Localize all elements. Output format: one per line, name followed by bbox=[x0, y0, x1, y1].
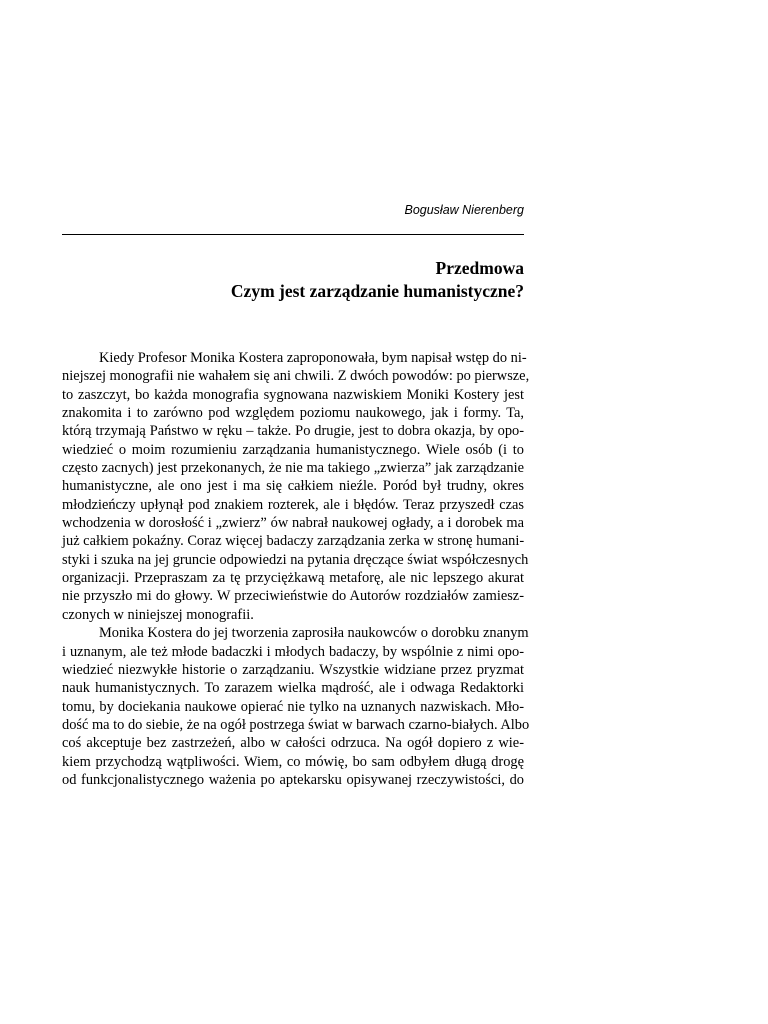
text-line: tomu, by dociekania naukowe opierać nie tylko na uznanych nazwiskach. Mło- bbox=[62, 698, 524, 715]
text-line: humanistyczne, ale ono jest i ma się całkiem nieźle. Poród był trudny, okres bbox=[62, 478, 524, 495]
paragraph-2 bbox=[62, 624, 530, 789]
text-line: znakomita i to zarówno pod względem poziomu naukowego, jak i formy. Ta, bbox=[62, 405, 524, 422]
text-line: nauk humanistycznych. To zarazem wielka mądrość, ale i odwaga Redaktorki bbox=[62, 680, 524, 697]
chapter-heading bbox=[62, 257, 524, 303]
text-line: wiedzieć o moim rozumieniu zarządzania humanistycznego. Wiele osób (i to bbox=[62, 441, 524, 458]
text-line: styki i szuka na jej gruncie odpowiedzi na pytania dręczące świat współczesnych bbox=[62, 551, 529, 568]
text-line: niejszej monografii nie wahałem się ani chwili. Z dwóch powodów: po pierwsze, bbox=[62, 368, 530, 385]
text-line: organizacji. Przepraszam za tę przyciężkawą metaforę, ale nic lepszego akurat bbox=[62, 570, 524, 587]
text-line: młodzieńczy upłynął pod znakiem rozterek, ale i błędów. Teraz przyszedł czas bbox=[62, 496, 524, 513]
chapter-subtitle: Czym jest zarządzanie humanistyczne? bbox=[230, 281, 524, 301]
running-header-author: Bogusław Nierenberg bbox=[404, 203, 524, 217]
text-line: to zaszczyt, bo każda monografia sygnowana nazwiskiem Moniki Kostery jest bbox=[62, 386, 524, 403]
body-text bbox=[62, 349, 530, 789]
text-line: kiem przychodzą wątpliwości. Wiem, co mówię, bo sam odbyłem długą drogę bbox=[62, 753, 524, 770]
paragraph-1 bbox=[62, 349, 530, 624]
text-line: dość ma to do siebie, że na ogół postrzega świat w barwach czarno-białych. Albo bbox=[62, 716, 530, 733]
text-line: już całkiem pokaźny. Coraz więcej badaczy zarządzania zerka w stronę humani- bbox=[62, 533, 525, 550]
text-line: wiedzieć niezwykłe historie o zarządzaniu. Wszystkie widziane przez pryzmat bbox=[62, 661, 524, 678]
text-line: nie przyszło mi do głowy. W przeciwieństwie do Autorów rozdziałów zamiesz- bbox=[62, 588, 524, 605]
text-line: od funkcjonalistycznego ważenia po aptekarsku opisywanej rzeczywistości, do bbox=[62, 771, 524, 788]
text-line: często zacnych) jest przekonanych, że nie ma takiego „zwierza” jak zarządzanie bbox=[62, 460, 524, 477]
text-line: Kiedy Profesor Monika Kostera zaproponowała, bym napisał wstęp do ni- bbox=[99, 350, 527, 366]
text-line: i uznanym, ale też młode badaczki i młodych badaczy, by wspólnie z nimi opo- bbox=[62, 643, 524, 660]
text-line: coś akceptuje bez zastrzeżeń, albo w całości odrzuca. Na ogół dopiero z wie- bbox=[62, 735, 524, 752]
text-line: Monika Kostera do jej tworzenia zaprosiła naukowców o dorobku znanym bbox=[99, 625, 529, 642]
text-line: wchodzenia w dorosłość i „zwierz” ów nabrał naukowej ogłady, a i dorobek ma bbox=[62, 515, 524, 532]
chapter-title: Przedmowa bbox=[435, 258, 524, 278]
header-divider bbox=[62, 234, 524, 235]
text-line: którą trzymają Państwo w ręku – także. Po drugie, jest to dobra okazja, by opo- bbox=[62, 423, 524, 440]
text-line: czonych w niniejszej monografii. bbox=[62, 606, 254, 623]
